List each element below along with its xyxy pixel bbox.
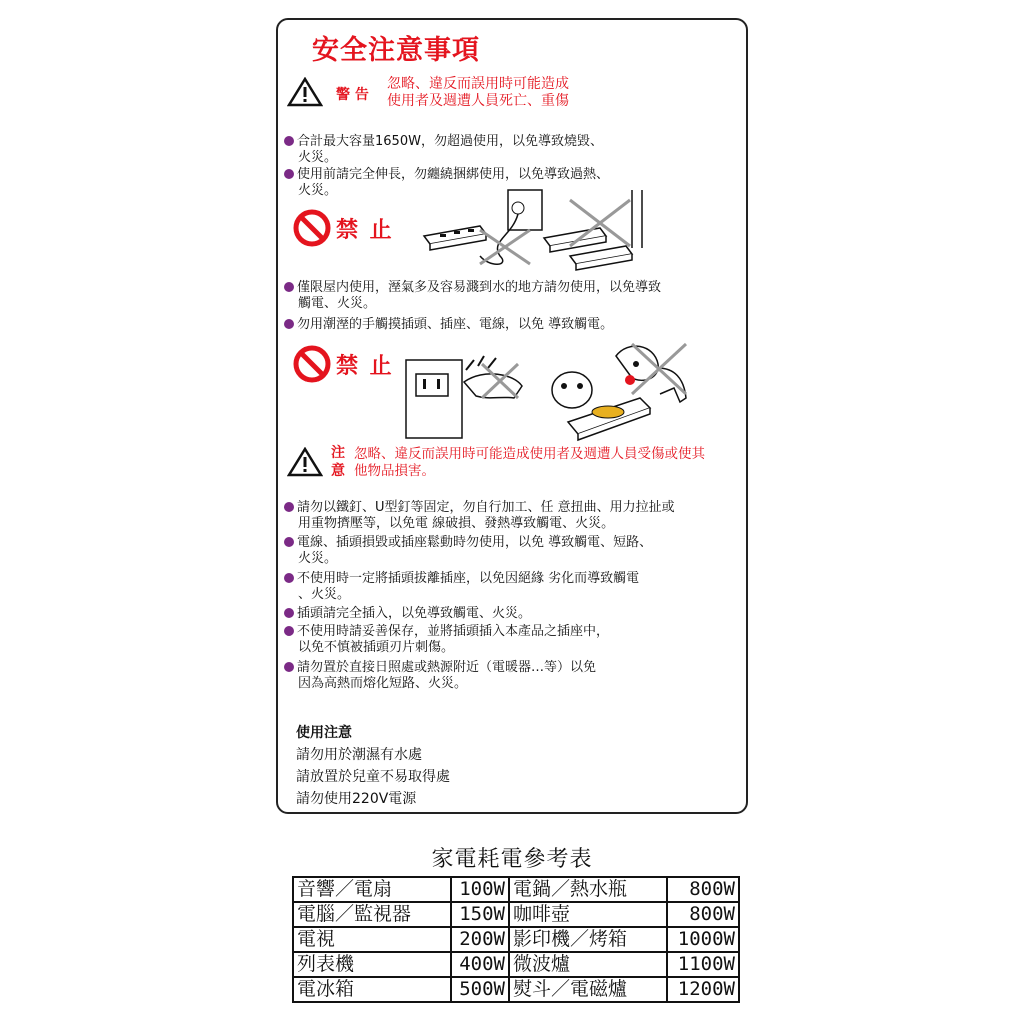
bullet-line: 使用前請完全伸長，勿纏繞捆綁使用，以免導致過熱、 <box>297 167 610 182</box>
table-row <box>293 902 739 927</box>
appliance-watt: 500W <box>451 977 509 1002</box>
table-title: 家電耗電參考表 <box>431 847 593 872</box>
appliance-watt: 150W <box>451 902 509 927</box>
appliance-name: 列表機 <box>293 952 451 977</box>
usage-line: 請勿使用220V電源 <box>296 791 417 807</box>
table-row <box>293 952 739 977</box>
prohibit-label: 禁 止 <box>336 353 394 379</box>
bullet-item <box>284 606 531 622</box>
caution-text <box>354 446 705 480</box>
power-strip-illustration-1 <box>420 186 660 276</box>
appliance-name: 影印機／烤箱 <box>509 927 667 952</box>
bullet-dot <box>284 626 294 636</box>
table-row <box>293 877 739 902</box>
caution-label-bottom: 意 <box>331 463 345 479</box>
bullet-line: 用重物擠壓等，以免電 線破損、發熱導致觸電、火災。 <box>298 516 615 531</box>
prohibit-label: 禁 止 <box>336 217 394 243</box>
bullet-line: 火災。 <box>298 150 338 165</box>
power-reference-table <box>292 876 740 1003</box>
bullet-line: 不使用時一定將插頭拔離插座，以免因絕緣 劣化而導致觸電 <box>297 571 640 586</box>
bullet-dot <box>284 608 294 618</box>
appliance-watt: 800W <box>667 877 739 902</box>
bullet-dot <box>284 169 294 179</box>
warning-triangle-icon <box>287 77 323 107</box>
warning-line-2: 使用者及週遭人員死亡、重傷 <box>387 93 569 109</box>
bullet-line: 、火災。 <box>298 587 351 602</box>
wet-hand-pet-illustration <box>404 338 710 442</box>
bullet-item <box>284 535 652 567</box>
bullet-dot <box>284 136 294 146</box>
bullet-line: 觸電、火災。 <box>298 296 377 311</box>
appliance-name: 熨斗／電磁爐 <box>509 977 667 1002</box>
bullet-dot <box>284 573 294 583</box>
bullet-item <box>284 317 613 333</box>
appliance-watt: 1000W <box>667 927 739 952</box>
usage-notes <box>296 722 450 810</box>
bullet-dot <box>284 282 294 292</box>
prohibit-sign <box>292 208 394 248</box>
bullet-line: 請勿以鐵釘、U型釘等固定，勿自行加工、任 意扭曲、用力拉扯或 <box>297 500 675 515</box>
page-title: 安全注意事項 <box>312 35 480 66</box>
appliance-name: 電鍋／熱水瓶 <box>509 877 667 902</box>
appliance-watt: 400W <box>451 952 509 977</box>
bullet-dot <box>284 662 294 672</box>
bullet-item <box>284 660 596 692</box>
caution-label-top: 注 <box>331 445 345 461</box>
appliance-name: 電冰箱 <box>293 977 451 1002</box>
appliance-watt: 1200W <box>667 977 739 1002</box>
usage-line: 請勿用於潮濕有水處 <box>296 747 422 763</box>
appliance-name: 咖啡壺 <box>509 902 667 927</box>
appliance-watt: 1100W <box>667 952 739 977</box>
caution-line-2: 他物品損害。 <box>354 463 435 479</box>
usage-heading: 使用注意 <box>296 725 352 741</box>
bullet-item <box>284 134 603 166</box>
prohibit-icon <box>292 344 332 384</box>
bullet-item <box>284 624 609 656</box>
usage-line: 請放置於兒童不易取得處 <box>296 769 450 785</box>
appliance-watt: 200W <box>451 927 509 952</box>
bullet-dot <box>284 502 294 512</box>
bullet-line: 勿用潮溼的手觸摸插頭、插座、電線，以免 導致觸電。 <box>297 317 614 332</box>
bullet-dot <box>284 319 294 329</box>
prohibit-sign <box>292 344 394 384</box>
bullet-line: 電線、插頭損毀或插座鬆動時勿使用，以免 導致觸電、短路、 <box>297 535 653 550</box>
bullet-dot <box>284 537 294 547</box>
bullet-item <box>284 571 639 603</box>
bullet-line: 僅限屋内使用，溼氣多及容易濺到水的地方請勿使用，以免導致 <box>297 280 662 295</box>
warning-label: 警 告 <box>336 87 369 103</box>
bullet-line: 以免不慎被插頭刃片刺傷。 <box>298 640 455 655</box>
table-row <box>293 927 739 952</box>
caution-line-1: 忽略、違反而誤用時可能造成使用者及週遭人員受傷或使其 <box>354 446 705 462</box>
caution-label <box>331 444 345 480</box>
appliance-name: 微波爐 <box>509 952 667 977</box>
bullet-item <box>284 500 675 532</box>
bullet-line: 合計最大容量1650W，勿超過使用，以免導致燒毀、 <box>297 134 603 149</box>
warning-line-1: 忽略、違反而誤用時可能造成 <box>387 76 569 92</box>
table-row <box>293 977 739 1002</box>
appliance-name: 電腦／監視器 <box>293 902 451 927</box>
appliance-name: 電視 <box>293 927 451 952</box>
bullet-line: 不使用時請妥善保存，並將插頭插入本產品之插座中， <box>297 624 610 639</box>
warning-text <box>387 76 569 110</box>
bullet-line: 火災。 <box>298 551 338 566</box>
appliance-watt: 800W <box>667 902 739 927</box>
appliance-name: 音響／電扇 <box>293 877 451 902</box>
bullet-line: 火災。 <box>298 183 338 198</box>
bullet-line: 請勿置於直接日照處或熱源附近（電暖器…等）以免 <box>297 660 597 675</box>
bullet-line: 因為高熱而熔化短路、火災。 <box>298 676 468 691</box>
bullet-item <box>284 280 661 312</box>
appliance-watt: 100W <box>451 877 509 902</box>
prohibit-icon <box>292 208 332 248</box>
bullet-line: 插頭請完全插入，以免導致觸電、火災。 <box>297 606 532 621</box>
caution-triangle-icon <box>287 447 323 477</box>
